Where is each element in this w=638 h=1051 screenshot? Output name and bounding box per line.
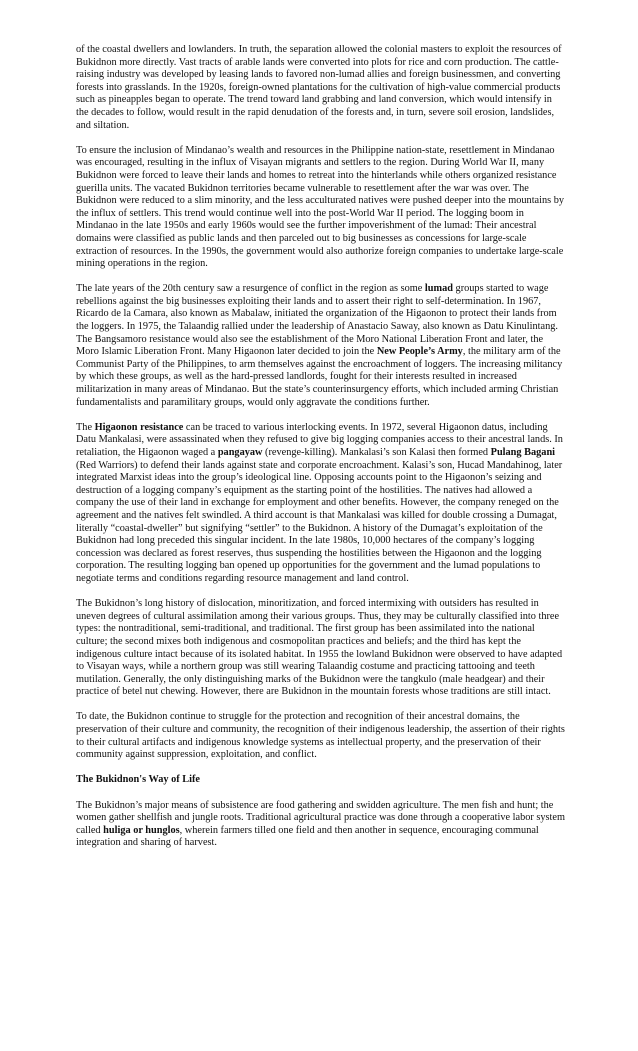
paragraph-cultural-assimilation: The Bukidnon’s long history of dislocation, minoritization, and forced intermixing with outsiders has resulted in uneven degrees of cultural assimilation among their various groups. Thus, they may be culturally classified into three types: the nontraditional, semi-traditional, and traditional. The first group has been assimilated into the national culture; the second mixes both indigenous and cosmopolitan practices and beliefs; and the third has kept the indigenous culture intact because of its isolated habitat. In 1955 the lowland Bukidnon were observed to have adapted to Visayan ways, while a northern group was still wearing Talaandig costume and practicing tattooing and teeth mutilation. Generally, the only distinguishing marks of the Bukidnon were the tangkulo (male headgear) and their practice of betel nut chewing. However, there are Bukidnon in the mountain forests whose traditions are still intact. [76, 598, 563, 698]
term-lumad: lumad [424, 283, 453, 295]
paragraph-colonial-exploitation: of the coastal dwellers and lowlanders. In truth, the separation allowed the colonial masters to exploit the resources of Bukidnon more directly. Vast tracts of arable lands were converted into plots for rice and corn production. The cattle-raising industry was developed by leasing lands to favored non-lumad allies and foreign businessmen, and converting forests into grasslands. In the 1920s, foreign-owned plantations for the cultivation of high-value commercial products such as pineapples began to operate. The trend toward land grabbing and land conversion, which would intensify in the decades to follow, would result in the rapid denudation of the forests and, in turn, severe soil erosion, landslides, and siltation. [76, 44, 562, 131]
term-pangayaw: pangayaw [217, 447, 263, 458]
section-heading: The Bukidnon's Way of Life [76, 774, 200, 786]
term-higaonon-resistance: Higaonon resistance [94, 421, 184, 433]
paragraph-way-of-life: The Bukidnon’s major means of subsistence are food gathering and swidden agriculture. The men fish and hunt; the women gather shellfish and jungle roots. Traditional agricultural practice was done through a cooperative labor system called huliga or hunglos, wherein farmers tilled one field and then another in sequence, encouraging communal integration and sharing of harvest. [76, 799, 565, 849]
term-pulang-bagani: Pulang Bagani [490, 447, 556, 458]
term-huliga-or-hunglos: huliga or hunglos [103, 824, 180, 836]
paragraph-resettlement: To ensure the inclusion of Mindanao’s wealth and resources in the Philippine nation-state, resettlement in Mindanao was encouraged, resulting in the influx of Visayan migrants and settlers to the region. During World War II, many Bukidnon were forced to leave their lands and homes to retreat into the hinterlands while others organized resistance guerilla units. The vacated Bukidnon territories became vulnerable to resettlement after the war was over. The Bukidnon were reduced to a slim minority, and the less acculturated natives were pushed deeper into the mountains by the influx of settlers. This trend would continue well into the post-World War II period. The logging boom in Mindanao in the late 1950s and early 1960s would see the further impoverishment of the lumad: Their ancestral domains were classified as public lands and then parceled out to big businesses as concessions for large-scale extraction of resources. In the 1990s, the government would also authorize foreign companies to undertake large-scale mining operations in the region. [76, 144, 565, 270]
paragraph-resurgence-of-conflict: The late years of the 20th century saw a resurgence of conflict in the region as some lumad groups started to wage rebellions against the big businesses exploiting their lands and to assert their right to self-determination. In 1967, Ricardo de la Camara, also known as Mabalaw, initiated the organization of the Higaonon to protect their lands from the loggers. In 1975, the Talaandig rallied under the leadership of Anastacio Saway, also known as Datu Kinulintang. The Bangsamoro resistance would also see the establishment of the Moro National Liberation Front and later, the Moro Islamic Liberation Front. Many Higaonon later decided to join the New People’s Army, the military arm of the Communist Party of the Philippines, to arm themselves against the encroachment of loggers. The increasing militancy by which these groups, as well as the hard-pressed landlords, fought for their interests resulted in increased militarization in many areas of Mindanao. But the state’s counterinsurgency efforts, which included arming Christian fundamentalists and paramilitary groups, would only aggravate the conditions further. [76, 283, 563, 408]
paragraph-higaonon-resistance: The Higaonon resistance can be traced to various interlocking events. In 1972, several Higaonon datus, including Datu Mankalasi, were assassinated when they refused to give big logging companies access to their ancestral lands. In retaliation, the Higaonon waged a pangayaw (revenge-killing). Mankalasi’s son Kalasi then formed Pulang Bagani (Red Warriors) to defend their lands against state and corporate encroachment. Kalasi’s son, Hucad Mandahinog, later integrated Marxist ideas into the group’s ideological line. Opposing accounts point to the Higaonon’s seizing and destruction of a logging company’s equipment as the starting point of the hostilities. The natives had allowed a company the use of their land in exchange for employment and other benefits. However, the company reneged on the agreement and the natives felt swindled. A third account is that Mankalasi was killed for double crossing a Dumagat, literally “coastal-dweller” but signifying “settler” to the Bukidnon. A history of the Dumagat’s exploitation of the Bukidnon had long preceded this singular incident. In the late 1980s, 10,000 hectares of the company’s logging concession was declared as forest reserves, thus suspending the hostilities between the Higaonon and the logging corporation. The resulting logging ban opened up opportunities for the government and the lumad populations to negotiate terms and conditions regarding resource management and land control. [76, 421, 563, 584]
paragraph-continuing-struggle: To date, the Bukidnon continue to struggle for the protection and recognition of their ancestral domains, the preservation of their culture and community, the recognition of their indigenous leadership, the assertion of their rights to their cultural artifacts and indigenous knowledge systems as intellectual property, and the preservation of their community against suppression, exploitation, and conflict. [76, 711, 565, 761]
term-new-peoples-army: New People’s Army [376, 346, 463, 358]
